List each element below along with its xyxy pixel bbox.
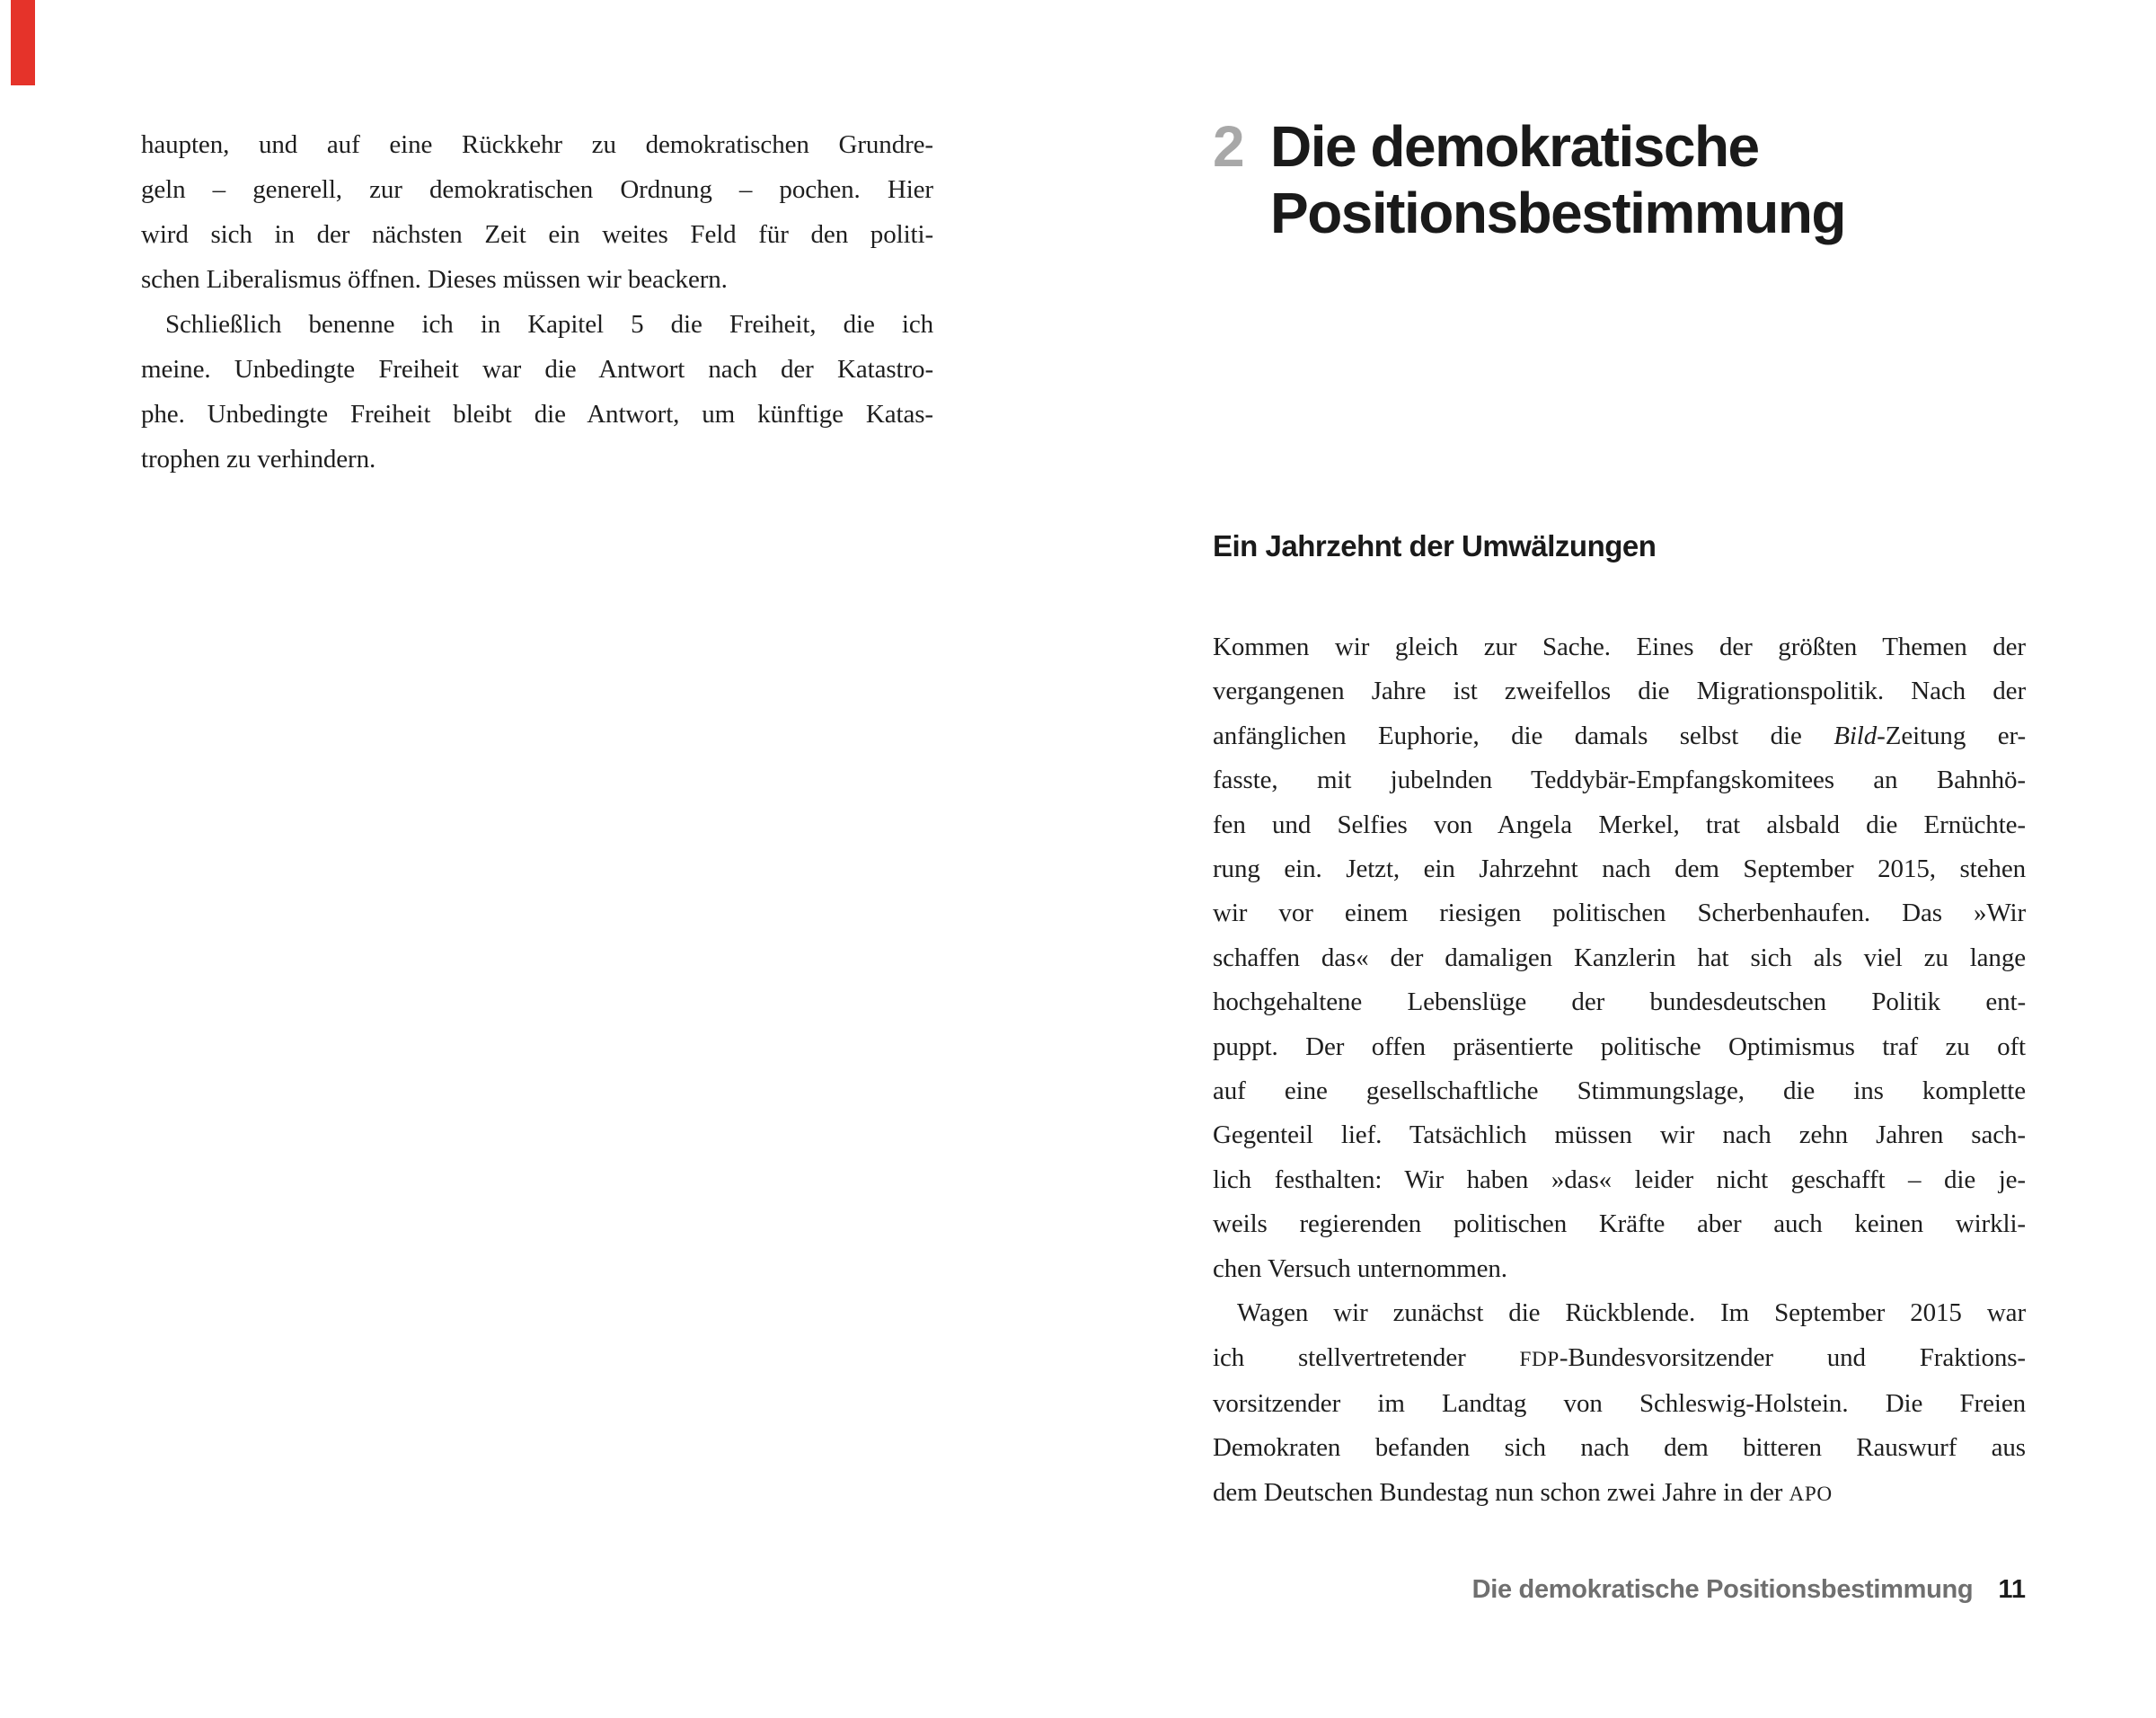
left-page-text-block xyxy=(141,122,933,482)
text-line: wird sich in der nächsten Zeit ein weites Feld für den politi- xyxy=(141,220,933,249)
chapter-title-line-1: Die demokratische xyxy=(1270,114,1759,179)
chapter-title-line-2: Positionsbestimmung xyxy=(1270,181,1845,245)
text-line: rung ein. Jetzt, ein Jahrzehnt nach dem September 2015, stehen xyxy=(1213,855,2026,884)
text-line: anfänglichen Euphorie, die damals selbst die Bild-Zeitung er- xyxy=(1213,721,2026,750)
text-line: fen und Selfies von Angela Merkel, trat alsbald die Ernüchte- xyxy=(1213,810,2026,839)
text-line: Schließlich benenne ich in Kapitel 5 die Freiheit, die ich xyxy=(165,310,933,339)
text-line: hochgehaltene Lebenslüge der bundesdeutschen Politik ent- xyxy=(1213,987,2026,1017)
text-line: dem Deutschen Bundestag nun schon zwei Jahre in der APO xyxy=(1213,1477,1833,1507)
text-line: schen Liberalismus öffnen. Dieses müssen wir beackern. xyxy=(141,265,728,294)
text-line: chen Versuch unternommen. xyxy=(1213,1253,1507,1283)
text-line: trophen zu verhindern. xyxy=(141,445,376,474)
page-footer xyxy=(1213,1575,2026,1605)
text-line: vorsitzender im Landtag von Schleswig-Holstein. Die Freien xyxy=(1213,1388,2026,1418)
text-line: puppt. Der offen präsentierte politische Optimismus traf zu oft xyxy=(1213,1032,2026,1061)
text-line: wir vor einem riesigen politischen Scherbenhaufen. Das »Wir xyxy=(1213,899,2026,928)
chapter-heading xyxy=(1213,113,1845,246)
section-heading: Ein Jahrzehnt der Umwälzungen xyxy=(1213,529,1657,562)
text-line: Kommen wir gleich zur Sache. Eines der größten Themen der xyxy=(1213,633,2026,661)
running-title: Die demokratische Positionsbestimmung xyxy=(1471,1575,1974,1604)
text-line: lich festhalten: Wir haben »das« leider nicht geschafft – die je- xyxy=(1213,1165,2026,1194)
page-number: 11 xyxy=(1998,1575,2026,1604)
text-line: meine. Unbedingte Freiheit war die Antwort nach der Katastro- xyxy=(141,355,933,384)
text-line: geln – generell, zur demokratischen Ordnung – pochen. Hier xyxy=(141,175,933,204)
right-page-text-block xyxy=(1213,625,2026,1517)
text-line: vergangenen Jahre ist zweifellos die Migrationspolitik. Nach der xyxy=(1213,677,2026,706)
red-ribbon-marker xyxy=(11,0,35,85)
text-line: auf eine gesellschaftliche Stimmungslage, die ins komplette xyxy=(1213,1076,2026,1106)
text-line: fasste, mit jubelnden Teddybär-Empfangskomitees an Bahnhö- xyxy=(1213,766,2026,795)
text-line: phe. Unbedingte Freiheit bleibt die Antwort, um künftige Katas- xyxy=(141,400,933,429)
text-line: Gegenteil lief. Tatsächlich müssen wir nach zehn Jahren sach- xyxy=(1213,1120,2026,1150)
text-line: Demokraten befanden sich nach dem bitteren Rauswurf aus xyxy=(1213,1433,2026,1463)
chapter-title xyxy=(1270,113,1845,246)
text-line: schaffen das« der damaligen Kanzlerin hat sich als viel zu lange xyxy=(1213,943,2026,972)
text-line: weils regierenden politischen Kräfte aber auch keinen wirkli- xyxy=(1213,1209,2026,1239)
text-line: haupten, und auf eine Rückkehr zu demokratischen Grundre- xyxy=(141,130,933,159)
text-line: ich stellvertretender FDP-Bundesvorsitzender und Fraktions- xyxy=(1213,1342,2026,1372)
text-line: Wagen wir zunächst die Rückblende. Im September 2015 war xyxy=(1237,1298,2026,1328)
chapter-number: 2 xyxy=(1213,114,1244,179)
